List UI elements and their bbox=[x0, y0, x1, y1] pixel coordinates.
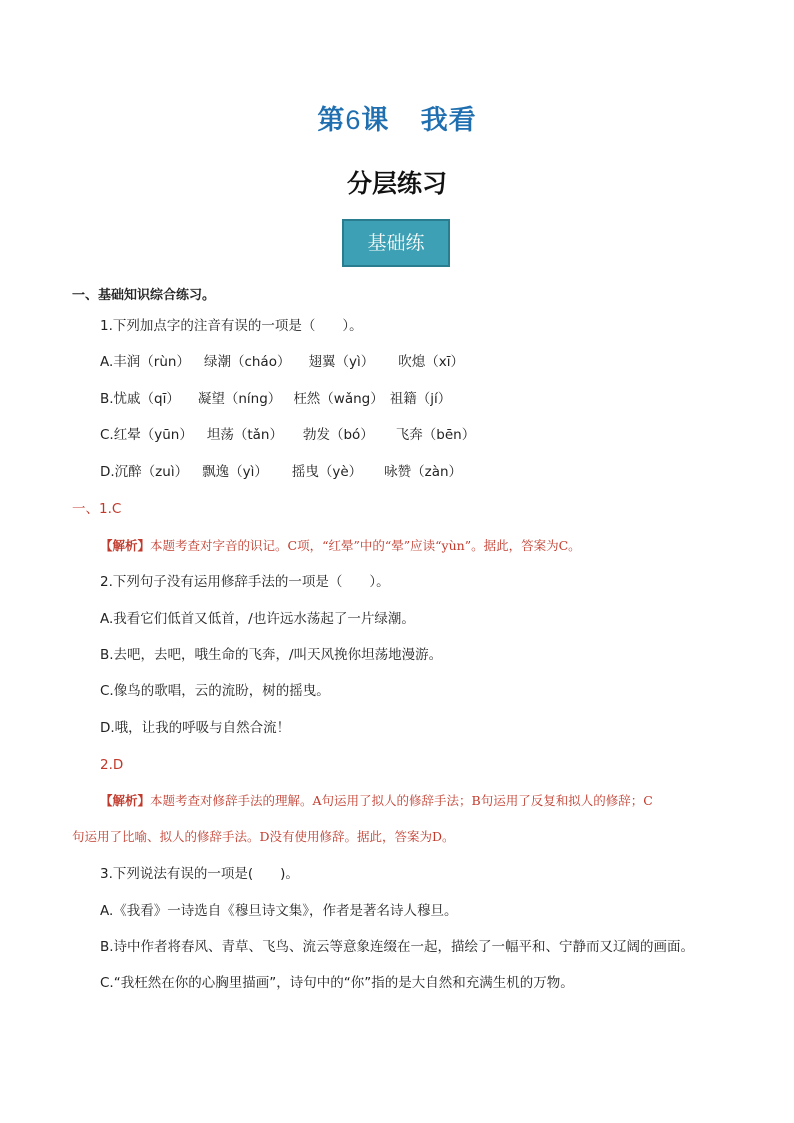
q3-option-a: A.《我看》一诗选自《穆旦诗文集》，作者是著名诗人穆旦。 bbox=[100, 903, 458, 919]
q1-answer: 一、1.C bbox=[72, 501, 122, 517]
section-heading: 一、基础知识综合练习。 bbox=[72, 288, 216, 303]
q3-option-b: B.诗中作者将春风、青草、飞鸟、流云等意象连缀在一起，描绘了一幅平和、宁静而又辽阔的画面。 bbox=[100, 939, 695, 955]
lesson-suffix: 课 bbox=[361, 105, 390, 136]
q1-analysis: 【解析】本题考查对字音的识记。C项，“红晕”中的“晕”应读“yùn”。据此，答案为C。 bbox=[100, 538, 581, 553]
q2-option-a: A.我看它们低首又低首，/也许远水荡起了一片绿潮。 bbox=[100, 611, 415, 627]
q2-analysis-line1: 【解析】本题考查对修辞手法的理解。A句运用了拟人的修辞手法；B句运用了反复和拟人的修辞；C bbox=[100, 793, 653, 808]
lesson-title bbox=[0, 98, 794, 137]
q2-option-b: B.去吧，去吧，哦生命的飞奔，/叫天风挽你坦荡地漫游。 bbox=[100, 647, 443, 663]
page-subtitle: 分层练习 bbox=[346, 169, 447, 198]
q2-option-d: D.哦，让我的呼吸与自然合流！ bbox=[100, 720, 291, 736]
q1-option-a: A.丰润（rùn） 绿潮（cháo） 翅翼（yì） 吹熄（xī） bbox=[100, 354, 464, 370]
q2-stem: 2.下列句子没有运用修辞手法的一项是（ ）。 bbox=[100, 574, 390, 590]
q1-option-b: B.忧戚（qī） 凝望（níng） 枉然（wǎng） 祖籍（jí） bbox=[100, 391, 452, 407]
lesson-number: 6 bbox=[345, 105, 362, 135]
level-badge: 基础练 bbox=[342, 219, 450, 267]
q2-option-c: C.像鸟的歌唱，云的流盼，树的摇曳。 bbox=[100, 683, 330, 699]
lesson-name: 我看 bbox=[420, 105, 477, 136]
q3-stem: 3.下列说法有误的一项是( )。 bbox=[100, 866, 299, 882]
q1-option-d: D.沉醉（zuì） 飘逸（yì） 摇曳（yè） 咏赞（zàn） bbox=[100, 464, 463, 480]
q2-answer: 2.D bbox=[100, 757, 124, 773]
q1-stem: 1.下列加点字的注音有误的一项是（ ）。 bbox=[100, 318, 363, 334]
q1-option-c: C.红晕（yūn） 坦荡（tǎn） 勃发（bó） 飞奔（bēn） bbox=[100, 427, 476, 443]
q3-option-c: C.“我枉然在你的心胸里描画”，诗句中的“你”指的是大自然和充满生机的万物。 bbox=[100, 975, 574, 991]
q2-analysis-line2: 句运用了比喻、拟人的修辞手法。D没有使用修辞。据此，答案为D。 bbox=[72, 829, 455, 844]
lesson-prefix: 第 bbox=[317, 105, 346, 136]
